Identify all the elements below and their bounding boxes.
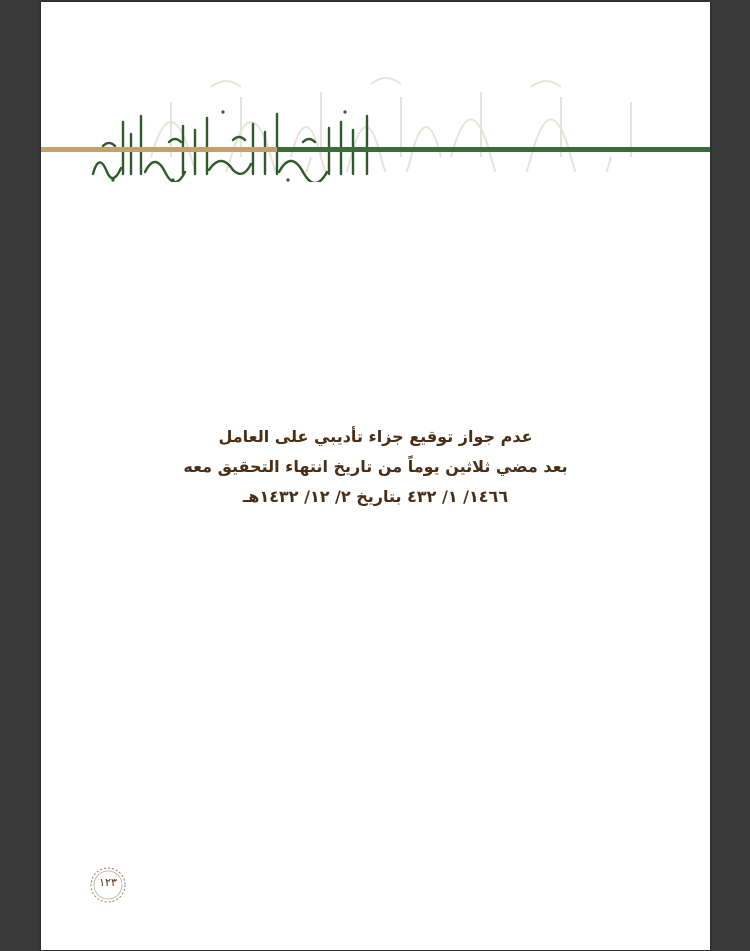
section-title [101,422,650,512]
title-line-3: ١٤٦٦/ ١/ ٤٣٢ بتاريخ ٢/ ١٢/ ١٤٣٢هـ [242,487,509,506]
logo-text: الهيئة العليا لتسوية الخلافات العمالية [83,82,98,83]
divider-gold-segment [41,147,277,152]
title-line-2: بعد مضي ثلاثين يوماً من تاريخ انتهاء التحقيق معه [183,457,568,476]
title-line-1: عدم جواز توقيع جزاء تأديبي على العامل [218,427,533,446]
page-number-badge [87,864,129,906]
header-divider [41,147,710,152]
authority-logo [83,82,383,182]
page-header [41,42,710,172]
divider-green-segment [277,147,710,152]
document-page [41,2,710,950]
page-number: ١٢٣ [99,876,117,889]
